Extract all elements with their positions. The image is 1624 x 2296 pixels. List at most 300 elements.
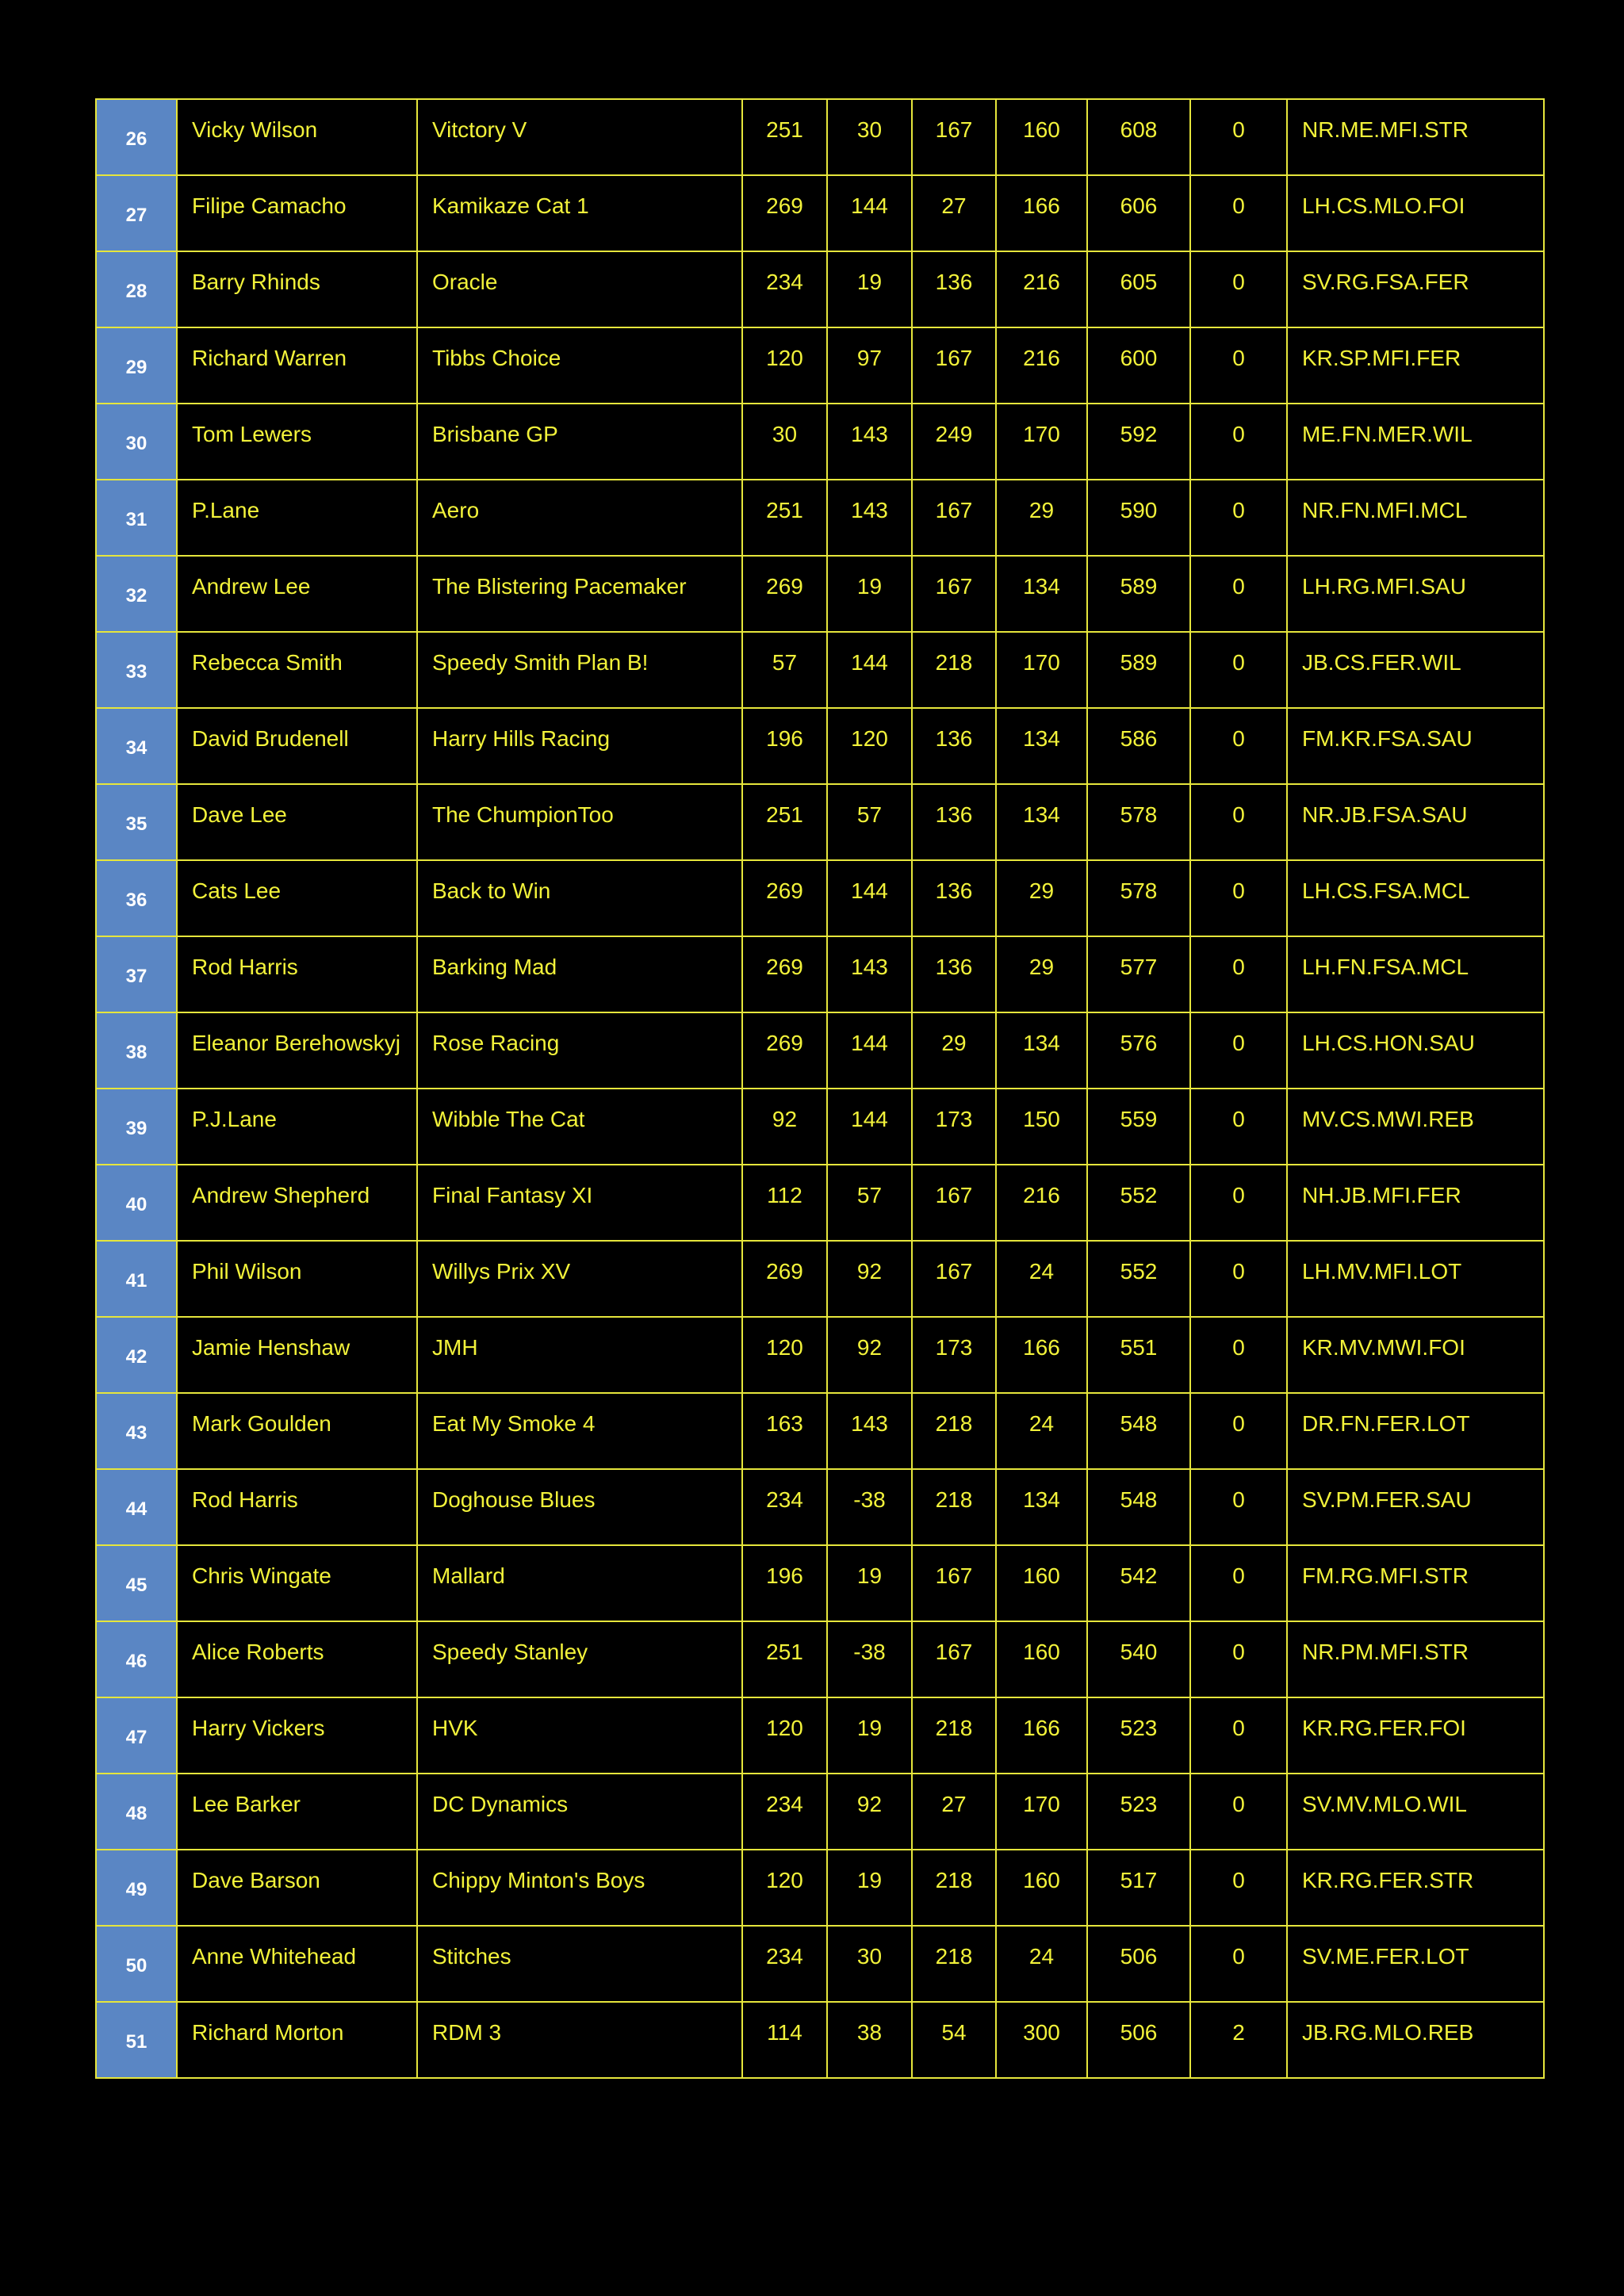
score-4-text: 166	[1023, 1716, 1060, 1740]
score-3-cell	[912, 327, 996, 404]
team-name-cell	[417, 784, 742, 860]
player-name-cell	[177, 556, 417, 632]
score-1-text: 57	[772, 650, 798, 675]
total-score-text: 589	[1120, 650, 1158, 675]
score-4-cell	[996, 327, 1087, 404]
player-name-text: Dave Lee	[192, 802, 287, 827]
score-1-text: 114	[767, 2020, 802, 2045]
table-row	[96, 1545, 1544, 1621]
team-name-cell	[417, 1012, 742, 1089]
score-1-cell	[742, 327, 827, 404]
player-name-cell	[177, 251, 417, 327]
score-3-text: 167	[935, 574, 973, 599]
player-name-text: Jamie Henshaw	[192, 1335, 350, 1360]
selection-code-text: NR.JB.FSA.SAU	[1302, 802, 1468, 827]
score-4-cell	[996, 175, 1087, 251]
player-name-text: P.Lane	[192, 498, 260, 522]
score-4-text: 160	[1023, 1868, 1060, 1892]
player-name-cell	[177, 99, 417, 175]
player-name-cell	[177, 404, 417, 480]
selection-code-text: SV.PM.FER.SAU	[1302, 1487, 1472, 1512]
position-cell	[96, 1393, 177, 1469]
team-name-text: Speedy Smith Plan B!	[432, 650, 649, 675]
score-3-cell	[912, 936, 996, 1012]
position-cell	[96, 1926, 177, 2002]
score-2-text: 19	[856, 574, 883, 599]
score-4-cell	[996, 1317, 1087, 1393]
position-text: 26	[125, 128, 147, 150]
position-cell	[96, 404, 177, 480]
score-1-cell	[742, 1850, 827, 1926]
score-2-cell	[827, 1621, 912, 1697]
bonus-cell	[1190, 1469, 1287, 1545]
player-name-text: Vicky Wilson	[192, 117, 318, 142]
bonus-text: 0	[1232, 270, 1245, 294]
team-name-text: Kamikaze Cat 1	[432, 193, 589, 218]
selection-code-cell	[1287, 784, 1544, 860]
total-score-cell	[1087, 1241, 1190, 1317]
total-score-cell	[1087, 1621, 1190, 1697]
score-2-cell	[827, 1393, 912, 1469]
player-name-text: P.J.Lane	[192, 1107, 277, 1131]
team-name-cell	[417, 936, 742, 1012]
selection-code-cell	[1287, 936, 1544, 1012]
team-name-cell	[417, 1621, 742, 1697]
team-name-cell	[417, 2002, 742, 2078]
score-1-text: 251	[766, 117, 803, 142]
score-4-text: 24	[1028, 1259, 1055, 1284]
score-3-cell	[912, 251, 996, 327]
score-2-cell	[827, 860, 912, 936]
position-cell	[96, 1697, 177, 1774]
total-score-cell	[1087, 1393, 1190, 1469]
bonus-text: 0	[1232, 1031, 1245, 1055]
bonus-text: 0	[1232, 1411, 1245, 1436]
player-name-cell	[177, 708, 417, 784]
selection-code-text: SV.ME.FER.LOT	[1302, 1944, 1469, 1969]
position-text: 37	[125, 966, 147, 987]
score-3-text: 136	[935, 726, 973, 751]
player-name-cell	[177, 1012, 417, 1089]
score-1-cell	[742, 480, 827, 556]
total-score-text: 586	[1120, 726, 1158, 751]
bonus-cell	[1190, 1393, 1287, 1469]
bonus-text: 2	[1232, 2020, 1245, 2045]
score-4-cell	[996, 1393, 1087, 1469]
score-4-cell	[996, 1697, 1087, 1774]
total-score-cell	[1087, 632, 1190, 708]
score-4-text: 134	[1023, 1031, 1060, 1055]
position-text: 48	[125, 1803, 147, 1824]
score-4-text: 216	[1023, 270, 1060, 294]
total-score-cell	[1087, 251, 1190, 327]
bonus-text: 0	[1232, 726, 1245, 751]
player-name-cell	[177, 1241, 417, 1317]
position-cell	[96, 480, 177, 556]
bonus-cell	[1190, 1850, 1287, 1926]
score-1-text: 269	[766, 1259, 803, 1284]
score-3-cell	[912, 1089, 996, 1165]
position-cell	[96, 251, 177, 327]
player-name-cell	[177, 1697, 417, 1774]
position-cell	[96, 860, 177, 936]
position-cell	[96, 936, 177, 1012]
score-1-text: 269	[766, 878, 803, 903]
score-2-text: 97	[856, 346, 883, 370]
selection-code-cell	[1287, 1850, 1544, 1926]
score-4-cell	[996, 784, 1087, 860]
score-1-cell	[742, 1012, 827, 1089]
score-1-text: 251	[766, 802, 803, 827]
score-2-text: -38	[853, 1640, 886, 1664]
team-name-text: Stitches	[432, 1944, 511, 1969]
table-row	[96, 175, 1544, 251]
position-text: 35	[125, 813, 147, 835]
score-2-cell	[827, 1012, 912, 1089]
bonus-cell	[1190, 1089, 1287, 1165]
score-3-cell	[912, 784, 996, 860]
total-score-text: 506	[1120, 1944, 1158, 1969]
total-score-cell	[1087, 1317, 1190, 1393]
total-score-cell	[1087, 99, 1190, 175]
position-cell	[96, 2002, 177, 2078]
player-name-text: Andrew Lee	[192, 574, 311, 599]
selection-code-cell	[1287, 1926, 1544, 2002]
player-name-text: Harry Vickers	[192, 1716, 325, 1740]
score-3-text: 136	[935, 270, 973, 294]
team-name-cell	[417, 99, 742, 175]
score-3-text: 167	[935, 1183, 973, 1207]
team-name-cell	[417, 1774, 742, 1850]
total-score-text: 506	[1120, 2020, 1158, 2045]
selection-code-cell	[1287, 2002, 1544, 2078]
table-row	[96, 327, 1544, 404]
score-2-cell	[827, 2002, 912, 2078]
selection-code-text: NH.JB.MFI.FER	[1302, 1183, 1461, 1207]
position-text: 41	[125, 1270, 147, 1292]
selection-code-cell	[1287, 175, 1544, 251]
score-2-cell	[827, 1926, 912, 2002]
score-1-cell	[742, 860, 827, 936]
team-name-cell	[417, 860, 742, 936]
total-score-cell	[1087, 1926, 1190, 2002]
table-row	[96, 251, 1544, 327]
score-4-text: 24	[1028, 1944, 1055, 1969]
score-4-cell	[996, 1469, 1087, 1545]
score-2-text: 19	[856, 1716, 883, 1740]
bonus-text: 0	[1232, 1487, 1245, 1512]
bonus-text: 0	[1232, 117, 1245, 142]
selection-code-cell	[1287, 1165, 1544, 1241]
total-score-text: 578	[1120, 878, 1158, 903]
position-text: 28	[125, 281, 147, 302]
selection-code-text: LH.CS.MLO.FOI	[1302, 193, 1465, 218]
score-2-text: 30	[856, 1944, 883, 1969]
total-score-text: 578	[1120, 802, 1158, 827]
player-name-text: Rod Harris	[192, 955, 298, 979]
bonus-text: 0	[1232, 1716, 1245, 1740]
score-3-text: 167	[935, 498, 973, 522]
position-text: 45	[125, 1575, 147, 1596]
score-1-text: 234	[766, 270, 803, 294]
score-1-text: 269	[766, 574, 803, 599]
bonus-text: 0	[1232, 650, 1245, 675]
score-2-cell	[827, 1545, 912, 1621]
total-score-text: 551	[1120, 1335, 1158, 1360]
player-name-text: Filipe Camacho	[192, 193, 347, 218]
player-name-cell	[177, 1621, 417, 1697]
score-3-text: 249	[935, 422, 973, 446]
score-2-cell	[827, 1697, 912, 1774]
selection-code-cell	[1287, 1697, 1544, 1774]
team-name-text: Doghouse Blues	[432, 1487, 596, 1512]
score-1-cell	[742, 1926, 827, 2002]
total-score-text: 590	[1120, 498, 1158, 522]
team-name-cell	[417, 1850, 742, 1926]
score-2-cell	[827, 251, 912, 327]
selection-code-text: KR.RG.FER.FOI	[1302, 1716, 1466, 1740]
selection-code-text: NR.ME.MFI.STR	[1302, 117, 1469, 142]
bonus-text: 0	[1232, 422, 1245, 446]
player-name-text: Mark Goulden	[192, 1411, 331, 1436]
bonus-cell	[1190, 1697, 1287, 1774]
score-1-cell	[742, 1697, 827, 1774]
score-1-cell	[742, 1393, 827, 1469]
score-3-cell	[912, 175, 996, 251]
selection-code-text: KR.MV.MWI.FOI	[1302, 1335, 1465, 1360]
score-4-cell	[996, 480, 1087, 556]
player-name-cell	[177, 936, 417, 1012]
team-name-cell	[417, 1926, 742, 2002]
total-score-text: 548	[1120, 1411, 1158, 1436]
table-row	[96, 404, 1544, 480]
team-name-text: Harry Hills Racing	[432, 726, 611, 751]
bonus-cell	[1190, 1165, 1287, 1241]
team-name-text: Oracle	[432, 270, 498, 294]
total-score-cell	[1087, 2002, 1190, 2078]
table-row	[96, 1697, 1544, 1774]
score-2-cell	[827, 708, 912, 784]
score-4-text: 170	[1023, 1792, 1060, 1816]
score-4-cell	[996, 860, 1087, 936]
selection-code-text: LH.CS.FSA.MCL	[1302, 878, 1470, 903]
bonus-text: 0	[1232, 802, 1245, 827]
position-cell	[96, 175, 177, 251]
table-row	[96, 936, 1544, 1012]
bonus-cell	[1190, 632, 1287, 708]
score-1-cell	[742, 936, 827, 1012]
score-4-text: 29	[1028, 878, 1055, 903]
score-3-cell	[912, 2002, 996, 2078]
score-2-text: 57	[856, 802, 883, 827]
total-score-cell	[1087, 1850, 1190, 1926]
bonus-text: 0	[1232, 498, 1245, 522]
total-score-text: 600	[1120, 346, 1158, 370]
table-row	[96, 2002, 1544, 2078]
team-name-text: Tibbs Choice	[432, 346, 561, 370]
total-score-text: 605	[1120, 270, 1158, 294]
bonus-cell	[1190, 1545, 1287, 1621]
score-3-text: 167	[935, 346, 973, 370]
total-score-cell	[1087, 1165, 1190, 1241]
position-cell	[96, 556, 177, 632]
team-name-text: JMH	[432, 1335, 478, 1360]
position-text: 38	[125, 1042, 147, 1063]
bonus-cell	[1190, 936, 1287, 1012]
score-3-text: 136	[935, 878, 973, 903]
team-name-text: HVK	[432, 1716, 478, 1740]
total-score-cell	[1087, 860, 1190, 936]
bonus-cell	[1190, 251, 1287, 327]
team-name-text: Vitctory V	[432, 117, 527, 142]
score-4-cell	[996, 632, 1087, 708]
position-cell	[96, 99, 177, 175]
team-name-text: Back to Win	[432, 878, 551, 903]
score-3-text: 167	[935, 1640, 973, 1664]
score-3-cell	[912, 1774, 996, 1850]
bonus-text: 0	[1232, 1563, 1245, 1588]
score-4-text: 150	[1023, 1107, 1060, 1131]
score-2-text: 143	[851, 955, 888, 979]
score-1-text: 163	[766, 1411, 803, 1436]
score-4-cell	[996, 99, 1087, 175]
team-name-text: The Blistering Pacemaker	[432, 574, 687, 599]
score-3-text: 218	[935, 1411, 973, 1436]
selection-code-cell	[1287, 1545, 1544, 1621]
total-score-text: 589	[1120, 574, 1158, 599]
score-2-text: 57	[856, 1183, 883, 1207]
score-1-cell	[742, 1241, 827, 1317]
position-cell	[96, 708, 177, 784]
selection-code-cell	[1287, 1089, 1544, 1165]
total-score-cell	[1087, 404, 1190, 480]
team-name-text: Willys Prix XV	[432, 1259, 571, 1284]
bonus-cell	[1190, 2002, 1287, 2078]
table-row	[96, 556, 1544, 632]
score-2-cell	[827, 1469, 912, 1545]
score-2-cell	[827, 1165, 912, 1241]
selection-code-text: FM.KR.FSA.SAU	[1302, 726, 1473, 751]
team-name-cell	[417, 1697, 742, 1774]
score-1-cell	[742, 404, 827, 480]
player-name-cell	[177, 1393, 417, 1469]
score-1-text: 92	[772, 1107, 798, 1131]
team-name-cell	[417, 327, 742, 404]
selection-code-cell	[1287, 1621, 1544, 1697]
score-2-cell	[827, 480, 912, 556]
total-score-cell	[1087, 936, 1190, 1012]
score-4-cell	[996, 556, 1087, 632]
bonus-text: 0	[1232, 1944, 1245, 1969]
score-1-text: 234	[766, 1792, 803, 1816]
score-4-text: 134	[1023, 574, 1060, 599]
total-score-text: 548	[1120, 1487, 1158, 1512]
score-2-cell	[827, 99, 912, 175]
table-row	[96, 1393, 1544, 1469]
score-4-text: 166	[1023, 1335, 1060, 1360]
position-text: 42	[125, 1346, 147, 1368]
player-name-text: Richard Morton	[192, 2020, 344, 2045]
player-name-text: Richard Warren	[192, 346, 347, 370]
score-4-text: 29	[1028, 955, 1055, 979]
team-name-cell	[417, 480, 742, 556]
score-4-text: 160	[1023, 1563, 1060, 1588]
score-3-cell	[912, 632, 996, 708]
team-name-cell	[417, 1317, 742, 1393]
player-name-text: David Brudenell	[192, 726, 349, 751]
bonus-cell	[1190, 1241, 1287, 1317]
player-name-text: Alice Roberts	[192, 1640, 324, 1664]
table-row	[96, 1774, 1544, 1850]
player-name-text: Rebecca Smith	[192, 650, 343, 675]
bonus-cell	[1190, 860, 1287, 936]
score-3-cell	[912, 1241, 996, 1317]
table-row	[96, 1621, 1544, 1697]
score-3-cell	[912, 1012, 996, 1089]
bonus-cell	[1190, 1774, 1287, 1850]
score-3-cell	[912, 1697, 996, 1774]
score-4-text: 170	[1023, 422, 1060, 446]
bonus-cell	[1190, 404, 1287, 480]
score-3-text: 29	[941, 1031, 967, 1055]
selection-code-text: LH.CS.HON.SAU	[1302, 1031, 1475, 1055]
team-name-text: Aero	[432, 498, 480, 522]
score-2-text: 143	[851, 422, 888, 446]
bonus-text: 0	[1232, 1259, 1245, 1284]
position-cell	[96, 1012, 177, 1089]
player-name-text: Rod Harris	[192, 1487, 298, 1512]
player-name-cell	[177, 1774, 417, 1850]
total-score-cell	[1087, 1012, 1190, 1089]
player-name-text: Anne Whitehead	[192, 1944, 357, 1969]
score-4-cell	[996, 1621, 1087, 1697]
score-2-text: 144	[851, 193, 888, 218]
total-score-cell	[1087, 327, 1190, 404]
selection-code-cell	[1287, 860, 1544, 936]
score-4-text: 216	[1023, 1183, 1060, 1207]
player-name-cell	[177, 784, 417, 860]
score-2-cell	[827, 936, 912, 1012]
position-cell	[96, 1850, 177, 1926]
score-1-cell	[742, 1545, 827, 1621]
total-score-text: 577	[1120, 955, 1158, 979]
selection-code-text: MV.CS.MWI.REB	[1302, 1107, 1474, 1131]
table-row	[96, 860, 1544, 936]
player-name-cell	[177, 175, 417, 251]
score-2-cell	[827, 632, 912, 708]
position-cell	[96, 327, 177, 404]
team-name-cell	[417, 251, 742, 327]
score-2-text: 120	[851, 726, 888, 751]
score-1-cell	[742, 251, 827, 327]
player-name-text: Chris Wingate	[192, 1563, 331, 1588]
position-text: 31	[125, 509, 147, 530]
table-row	[96, 632, 1544, 708]
score-1-cell	[742, 1621, 827, 1697]
score-2-cell	[827, 404, 912, 480]
score-2-cell	[827, 327, 912, 404]
score-2-cell	[827, 1774, 912, 1850]
table-row	[96, 1926, 1544, 2002]
player-name-text: Andrew Shepherd	[192, 1183, 370, 1207]
score-4-text: 160	[1023, 1640, 1060, 1664]
table-row	[96, 1089, 1544, 1165]
position-cell	[96, 1241, 177, 1317]
score-4-cell	[996, 404, 1087, 480]
score-3-cell	[912, 1317, 996, 1393]
score-1-text: 196	[766, 1563, 803, 1588]
score-1-text: 120	[766, 1335, 803, 1360]
